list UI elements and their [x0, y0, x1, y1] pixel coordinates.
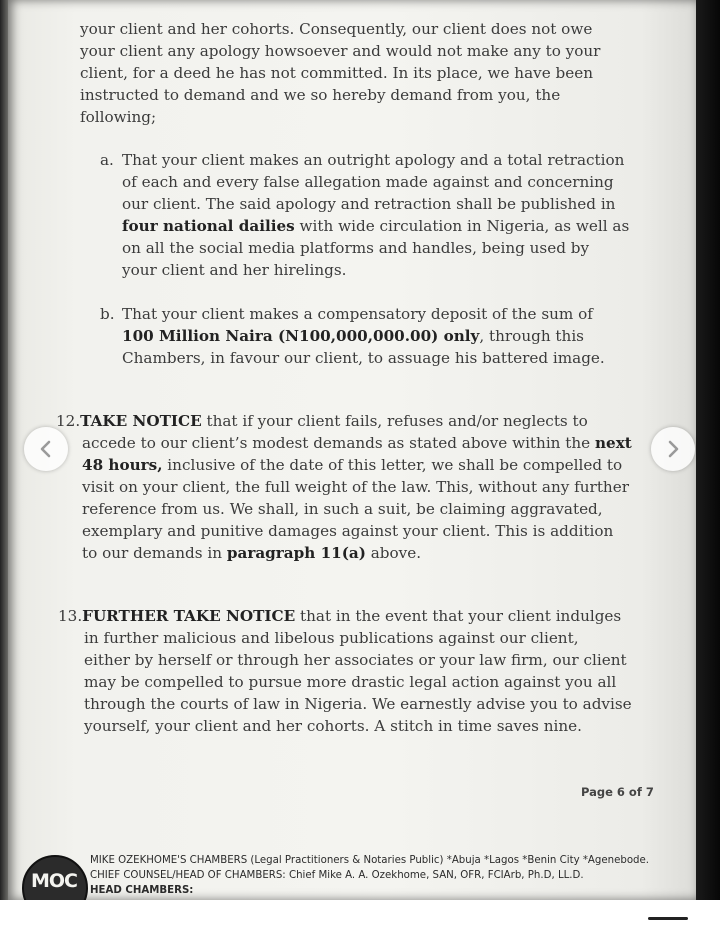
body-line: instructed to demand and we so hereby demand from you, the [80, 86, 561, 104]
photo-right-edge [696, 0, 720, 900]
para-13-heading: FURTHER TAKE NOTICE [82, 607, 296, 625]
item-b-line [122, 325, 584, 347]
item-b-line: Chambers, in favour our client, to assuage his battered image. [122, 349, 605, 367]
para-12-line: reference from us. We shall, in such a suit, be claiming aggravated, [82, 500, 603, 518]
para-12-emphasis: 48 hours, [82, 456, 163, 474]
photo-left-edge [0, 0, 8, 900]
item-a-line: our client. The said apology and retraction shall be published in [122, 195, 616, 213]
para-13-line-rest: that in the event that your client indulges [295, 607, 622, 625]
previous-photo-button[interactable] [24, 427, 68, 471]
para-13-line: through the courts of law in Nigeria. We earnestly advise you to advise [84, 695, 632, 713]
item-a-marker: a. [100, 151, 114, 169]
para-12-heading: TAKE NOTICE [80, 412, 202, 430]
para-12-line [82, 432, 632, 454]
footer-line: MIKE OZEKHOME'S CHAMBERS (Legal Practitioners & Notaries Public) *Abuja *Lagos *Benin City *Agenebode. [90, 855, 650, 866]
para-13-number: 13. [58, 607, 83, 625]
chambers-logo-text: MOC [30, 870, 77, 892]
para-12-line-rest: inclusive of the date of this letter, we shall be compelled to [162, 456, 623, 474]
para-13-line: either by herself or through her associates or your law firm, our client [84, 651, 627, 669]
body-line: following; [80, 108, 157, 126]
footer-line: HEAD CHAMBERS: [90, 885, 194, 896]
para-12-line-rest: accede to our client’s modest demands as stated above within the [82, 434, 595, 452]
para-12-emphasis: next [595, 434, 632, 452]
item-a-line-rest: with wide circulation in Nigeria, as well as [294, 217, 630, 235]
item-b-marker: b. [100, 305, 115, 323]
item-a-emphasis: four national dailies [122, 217, 295, 235]
para-12-line-rest: that if your client fails, refuses and/or neglects to [201, 412, 588, 430]
item-a-line: on all the social media platforms and handles, being used by [122, 239, 590, 257]
para-12-line-rest: to our demands in [82, 544, 227, 562]
para-12-emphasis: paragraph 11(a) [226, 544, 366, 562]
body-line: your client any apology howsoever and would not make any to your [80, 42, 601, 60]
chevron-right-icon [663, 439, 683, 459]
para-13-line: yourself, your client and her cohorts. A stitch in time saves nine. [84, 717, 582, 735]
para-12-line: exemplary and punitive damages against your client. This is addition [82, 522, 614, 540]
para-13-line: in further malicious and libelous publications against our client, [84, 629, 579, 647]
item-a-line: of each and every false allegation made against and concerning [122, 173, 614, 191]
para-12-line [82, 454, 622, 476]
para-12-line: visit on your client, the full weight of the law. This, without any further [82, 478, 629, 496]
para-12-line [82, 542, 421, 564]
para-13-line [58, 605, 621, 627]
item-b-line: That your client makes a compensatory deposit of the sum of [122, 305, 593, 323]
body-line: your client and her cohorts. Consequently, our client does not owe [80, 20, 593, 38]
home-indicator[interactable] [648, 917, 688, 920]
para-12-line [56, 410, 588, 432]
para-13-line: may be compelled to pursue more drastic legal action against you all [84, 673, 617, 691]
item-b-line-rest: , through this [479, 327, 584, 345]
item-a-line [122, 215, 629, 237]
bottom-bar [0, 900, 720, 934]
body-line: client, for a deed he has not committed. In its place, we have been [80, 64, 594, 82]
item-a-line: your client and her hirelings. [122, 261, 347, 279]
footer-line: CHIEF COUNSEL/HEAD OF CHAMBERS: Chief Mike A. A. Ozekhome, SAN, OFR, FCIArb, Ph.D, LL.D. [90, 870, 584, 881]
page-number: Page 6 of 7 [581, 785, 654, 799]
para-12-line-end: above. [365, 544, 422, 562]
item-b-emphasis: 100 Million Naira (N100,000,000.00) only [122, 327, 480, 345]
next-photo-button[interactable] [651, 427, 695, 471]
para-12-number: 12. [56, 412, 81, 430]
chevron-left-icon [36, 439, 56, 459]
item-a-line: That your client makes an outright apology and a total retraction [122, 151, 625, 169]
